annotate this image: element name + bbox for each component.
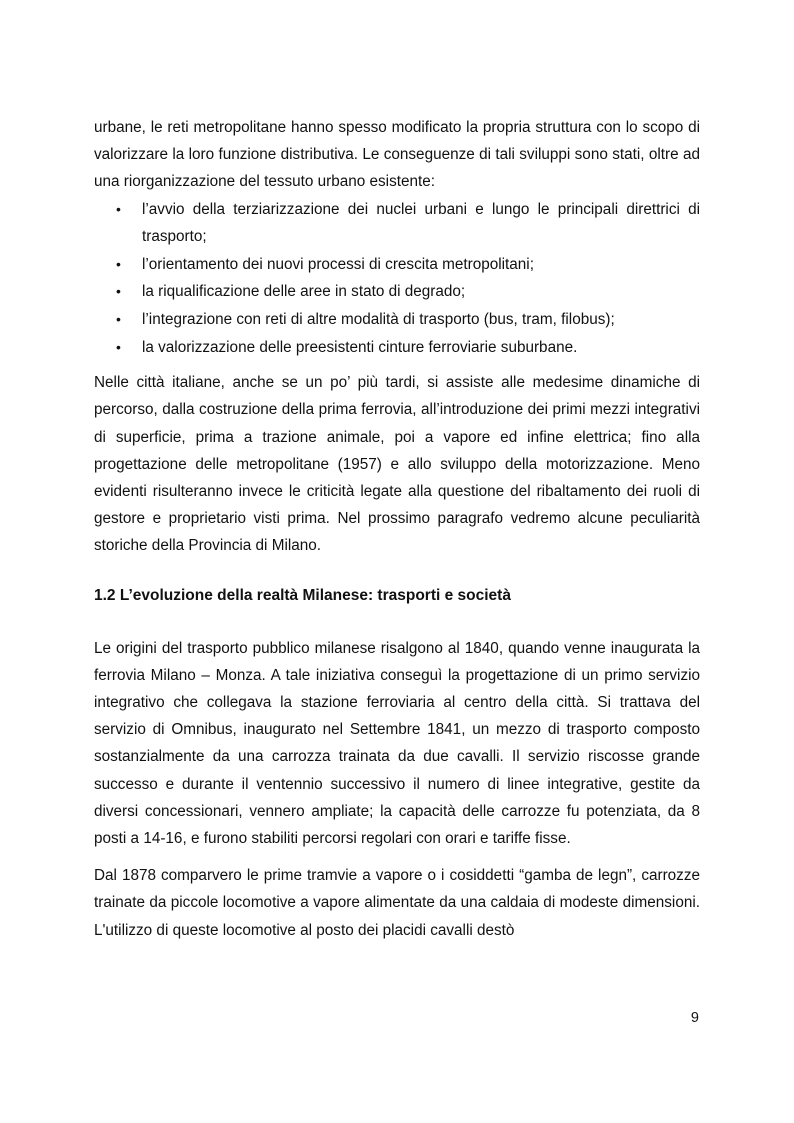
list-item-text: l’integrazione con reti di altre modalità di trasporto (bus, tram, filobus); xyxy=(142,310,615,328)
list-item xyxy=(94,251,700,279)
section-paragraph: Le origini del trasporto pubblico milanese risalgono al 1840, quando venne inaugurata la ferrovia Milano – Monza. A tale iniziativa conseguì la progettazione di un primo servizio integrativo che collegava la stazione ferroviaria al centro della città. Si trattava del servizio di Omnibus, inaugurato nel Settembre 1841, un mezzo di trasporto composto sostanzialmente da una carrozza trainata da due cavalli. Il servizio riscosse grande successo e durante il ventennio successivo il numero di linee integrative, gestite da diversi concessionari, vennero ampliate; la capacità delle carrozze fu potenziata, da 8 posti a 14-16, e furono stabiliti percorsi regolari con orari e tariffe fisse. xyxy=(94,639,700,848)
bullet-icon: • xyxy=(116,283,121,300)
document-page xyxy=(94,114,700,944)
bullet-icon: • xyxy=(116,310,121,327)
bullet-list xyxy=(94,196,700,362)
list-item-text: la riqualificazione delle aree in stato di degrado; xyxy=(142,283,466,301)
list-item xyxy=(94,278,700,306)
intro-paragraph: urbane, le reti metropolitane hanno spesso modificato la propria struttura con lo scopo di valorizzare la loro funzione distributiva. Le conseguenze di tali sviluppi sono stati, oltre ad una riorganizzazione del tessuto urbano esistente: xyxy=(94,119,700,191)
list-item xyxy=(94,196,700,251)
section-paragraph: Dal 1878 comparvero le prime tramvie a vapore o i cosiddetti “gamba de legn”, carrozze trainate da piccole locomotive a vapore alimentate da una caldaia di modeste dimensioni. L'utilizzo di queste locomotive al posto dei placidi cavalli destò xyxy=(94,867,700,939)
list-item-text: l’orientamento dei nuovi processi di crescita metropolitani; xyxy=(142,255,534,273)
body-paragraph: Nelle città italiane, anche se un po’ più tardi, si assiste alle medesime dinamiche di percorso, dalla costruzione della prima ferrovia, all’introduzione dei primi mezzi integrativi di superficie, prima a trazione animale, poi a vapore ed infine elettrica; fino alla progettazione delle metropolitane (1957) e allo sviluppo della motorizzazione. Meno evidenti risulteranno invece le criticità legate alla questione del ribaltamento dei ruoli di gestore e proprietario visti prima. Nel prossimo paragrafo vedremo alcune peculiarità storiche della Provincia di Milano. xyxy=(94,374,700,555)
page-number: 9 xyxy=(690,1010,699,1026)
list-item xyxy=(94,306,700,334)
list-item xyxy=(94,334,700,362)
list-item-text: l’avvio della terziarizzazione dei nuclei urbani e lungo le principali direttrici di trasporto; xyxy=(142,200,700,246)
bullet-icon: • xyxy=(116,338,121,355)
section-heading: 1.2 L’evoluzione della realtà Milanese: trasporti e società xyxy=(94,586,511,604)
bullet-icon: • xyxy=(116,255,121,272)
bullet-icon: • xyxy=(116,200,121,217)
list-item-text: la valorizzazione delle preesistenti cinture ferroviarie suburbane. xyxy=(142,338,578,356)
